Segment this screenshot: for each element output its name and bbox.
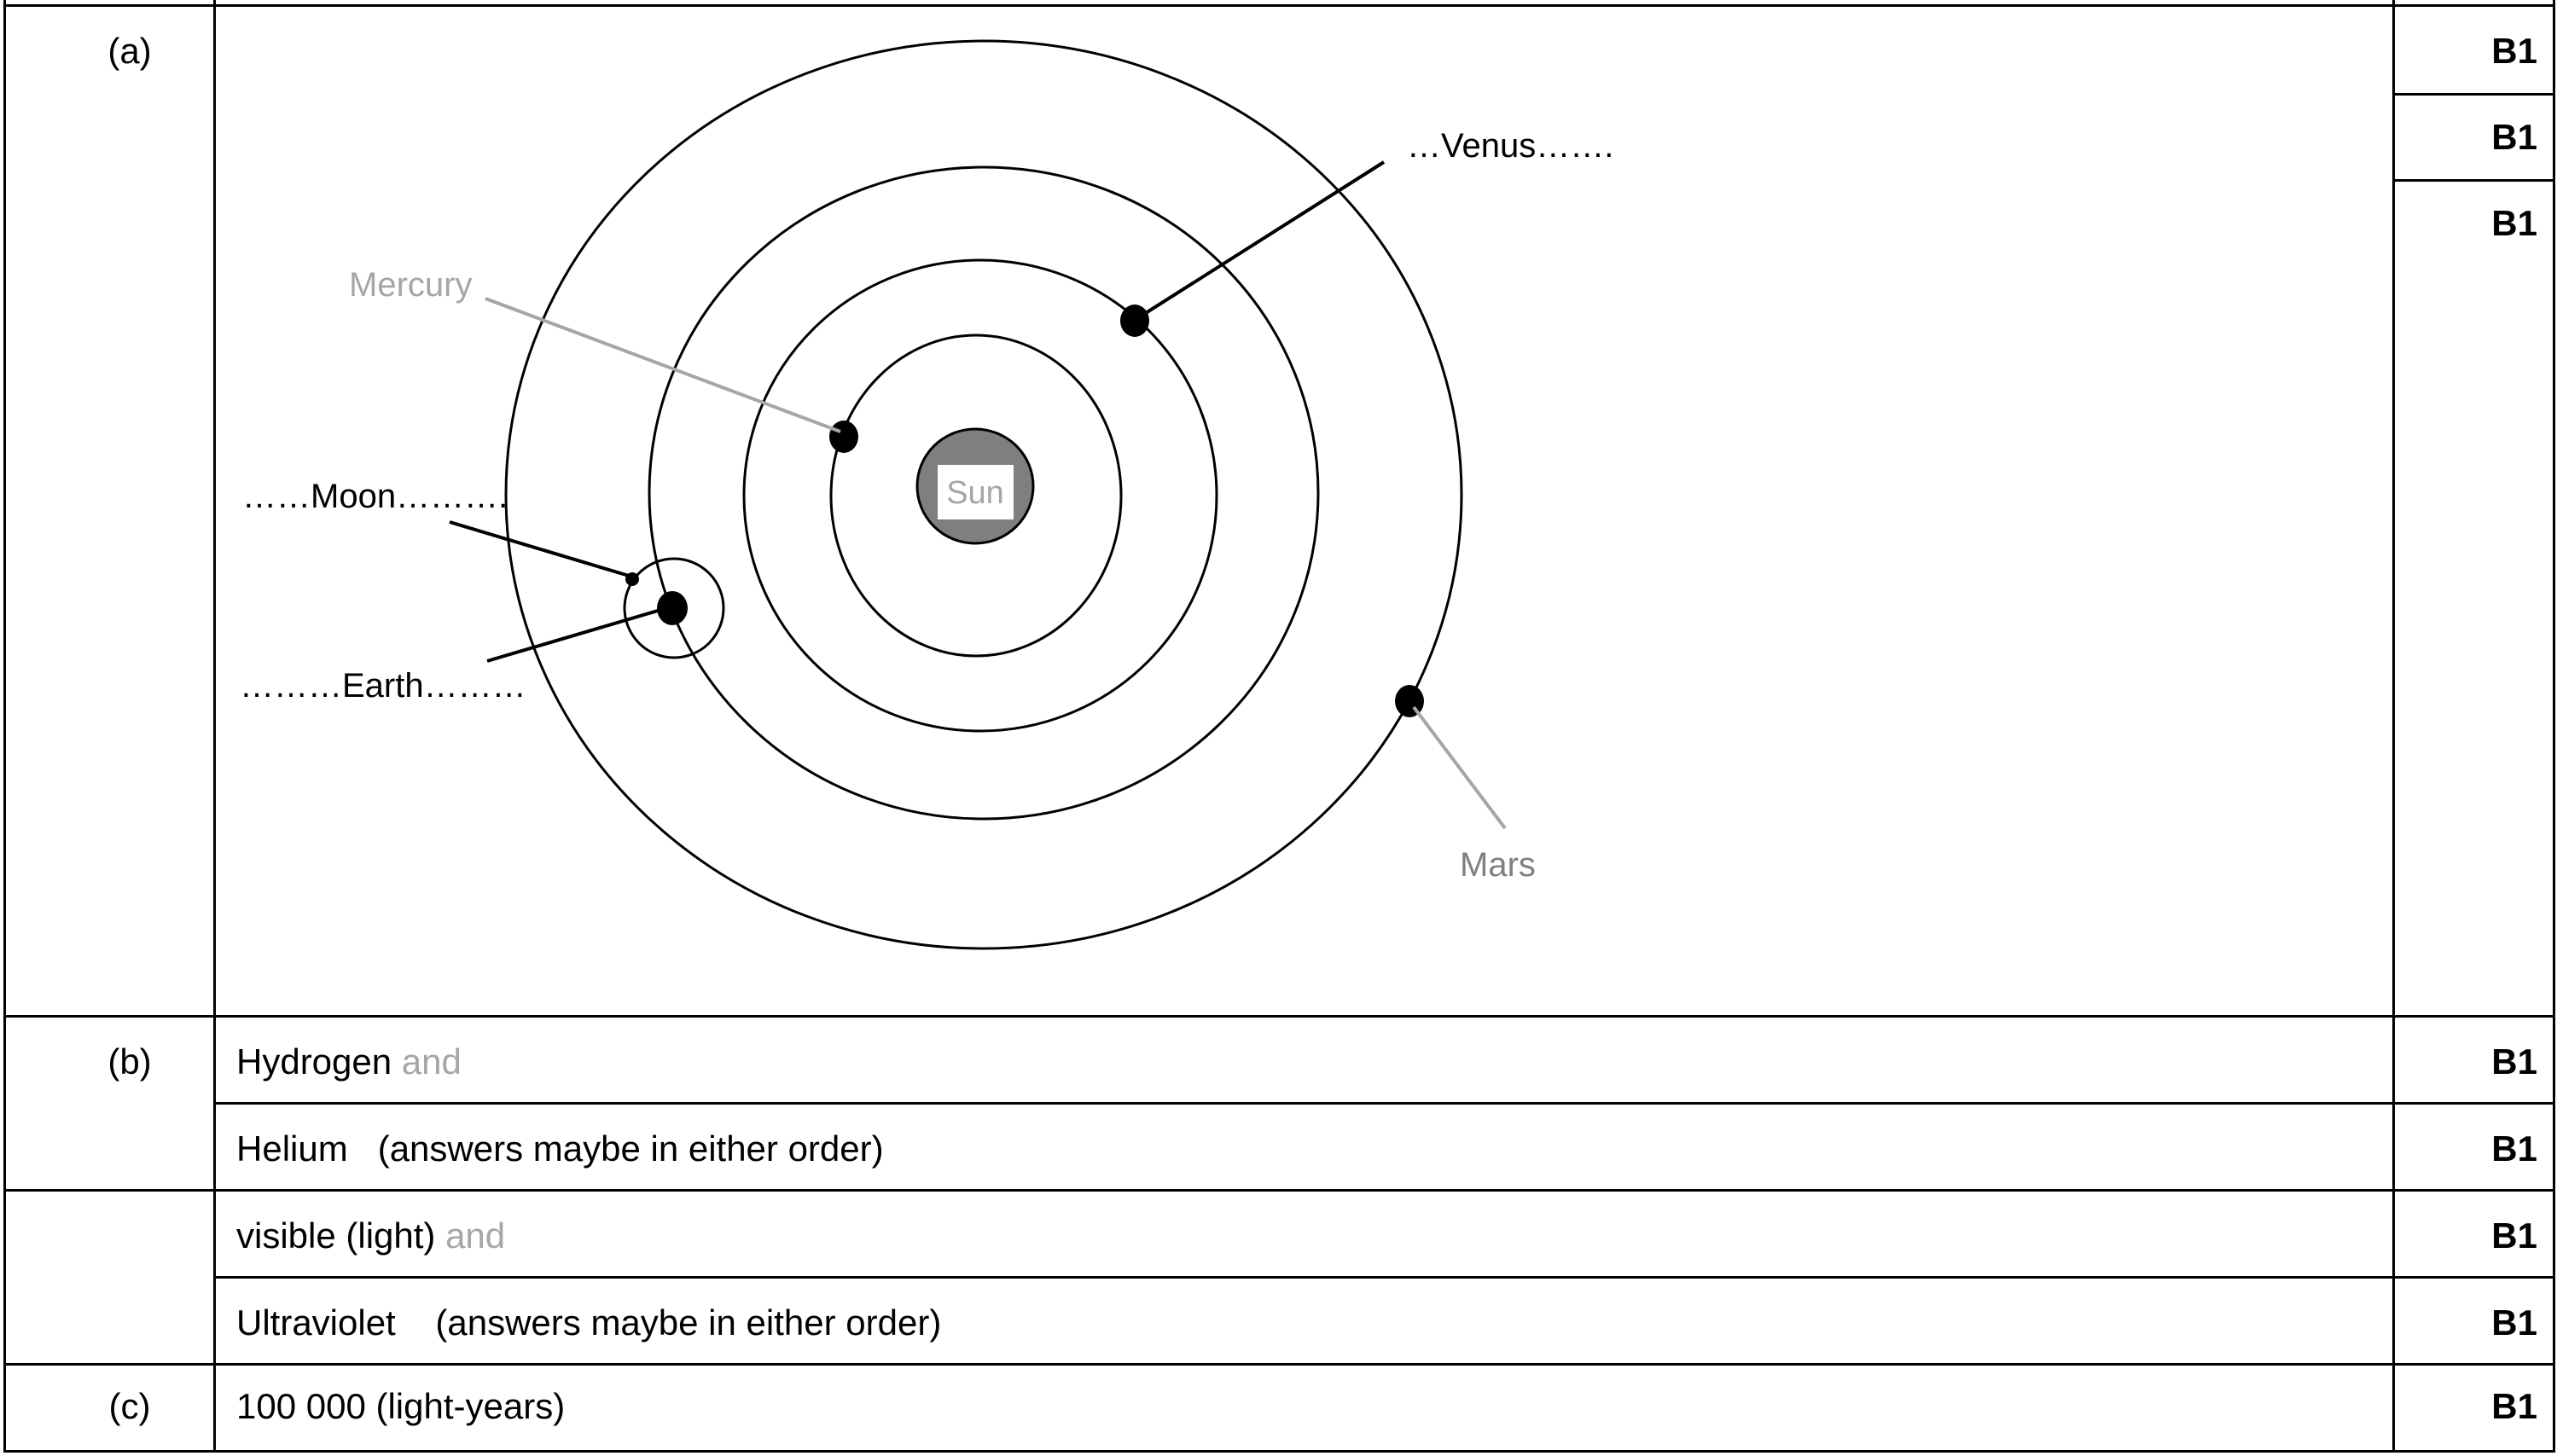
- venus-planet: [1120, 305, 1149, 337]
- mercury-label: Mercury: [349, 266, 473, 304]
- answer-hydrogen-text: Hydrogen: [236, 1041, 402, 1082]
- answer-visible-and: and: [445, 1215, 506, 1256]
- mark-b2: B1: [2491, 1128, 2537, 1169]
- mark-c1: B1: [2491, 1386, 2537, 1426]
- part-label-b: (b): [108, 1041, 152, 1082]
- answer-hydrogen: [236, 1041, 462, 1083]
- moon-label: ……Moon……….: [242, 478, 508, 515]
- grid-line-mark-a2: [2392, 179, 2554, 182]
- grid-line-b3: [215, 1276, 2554, 1279]
- grid-line-mark-a1: [2392, 93, 2554, 96]
- grid-line-after-a: [3, 1015, 2554, 1018]
- part-label-a: (a): [108, 31, 152, 71]
- mercury-planet: [829, 421, 858, 453]
- sun-label: Sun: [946, 475, 1004, 511]
- mars-label: Mars: [1460, 846, 1536, 884]
- earth-leader: [487, 608, 666, 661]
- grid-line-left: [3, 0, 6, 1453]
- answer-helium: Helium (answers maybe in either order): [236, 1128, 884, 1169]
- grid-line-b1: [215, 1102, 2554, 1105]
- grid-line-b4: [3, 1363, 2554, 1366]
- grid-line-top: [3, 4, 2554, 7]
- mark-b3: B1: [2491, 1215, 2537, 1256]
- answer-visible-text: visible (light): [236, 1215, 446, 1256]
- mars-leader: [1414, 707, 1505, 828]
- moon-leader: [450, 522, 629, 576]
- grid-line-b2: [3, 1189, 2554, 1192]
- grid-line-bottom: [3, 1450, 2554, 1453]
- grid-line-mark-col: [2392, 0, 2395, 1453]
- answer-hydrogen-and: and: [401, 1041, 462, 1082]
- venus-label: …Venus…….: [1407, 127, 1614, 165]
- answer-distance: 100 000 (light-years): [236, 1386, 566, 1426]
- venus-leader: [1139, 162, 1384, 317]
- mark-a2: B1: [2491, 117, 2537, 157]
- earth-label: ………Earth………: [240, 667, 526, 705]
- solar-system-diagram: [215, 8, 2389, 1012]
- grid-line-right: [2553, 0, 2555, 1453]
- answer-visible: [236, 1215, 505, 1257]
- mercury-leader: [485, 299, 840, 432]
- mark-b4: B1: [2491, 1302, 2537, 1343]
- part-label-c: (c): [108, 1386, 151, 1426]
- answer-ultraviolet: Ultraviolet (answers maybe in either order): [236, 1302, 942, 1343]
- mark-a3: B1: [2491, 203, 2537, 243]
- mark-a1: B1: [2491, 31, 2537, 71]
- mark-b1: B1: [2491, 1041, 2537, 1082]
